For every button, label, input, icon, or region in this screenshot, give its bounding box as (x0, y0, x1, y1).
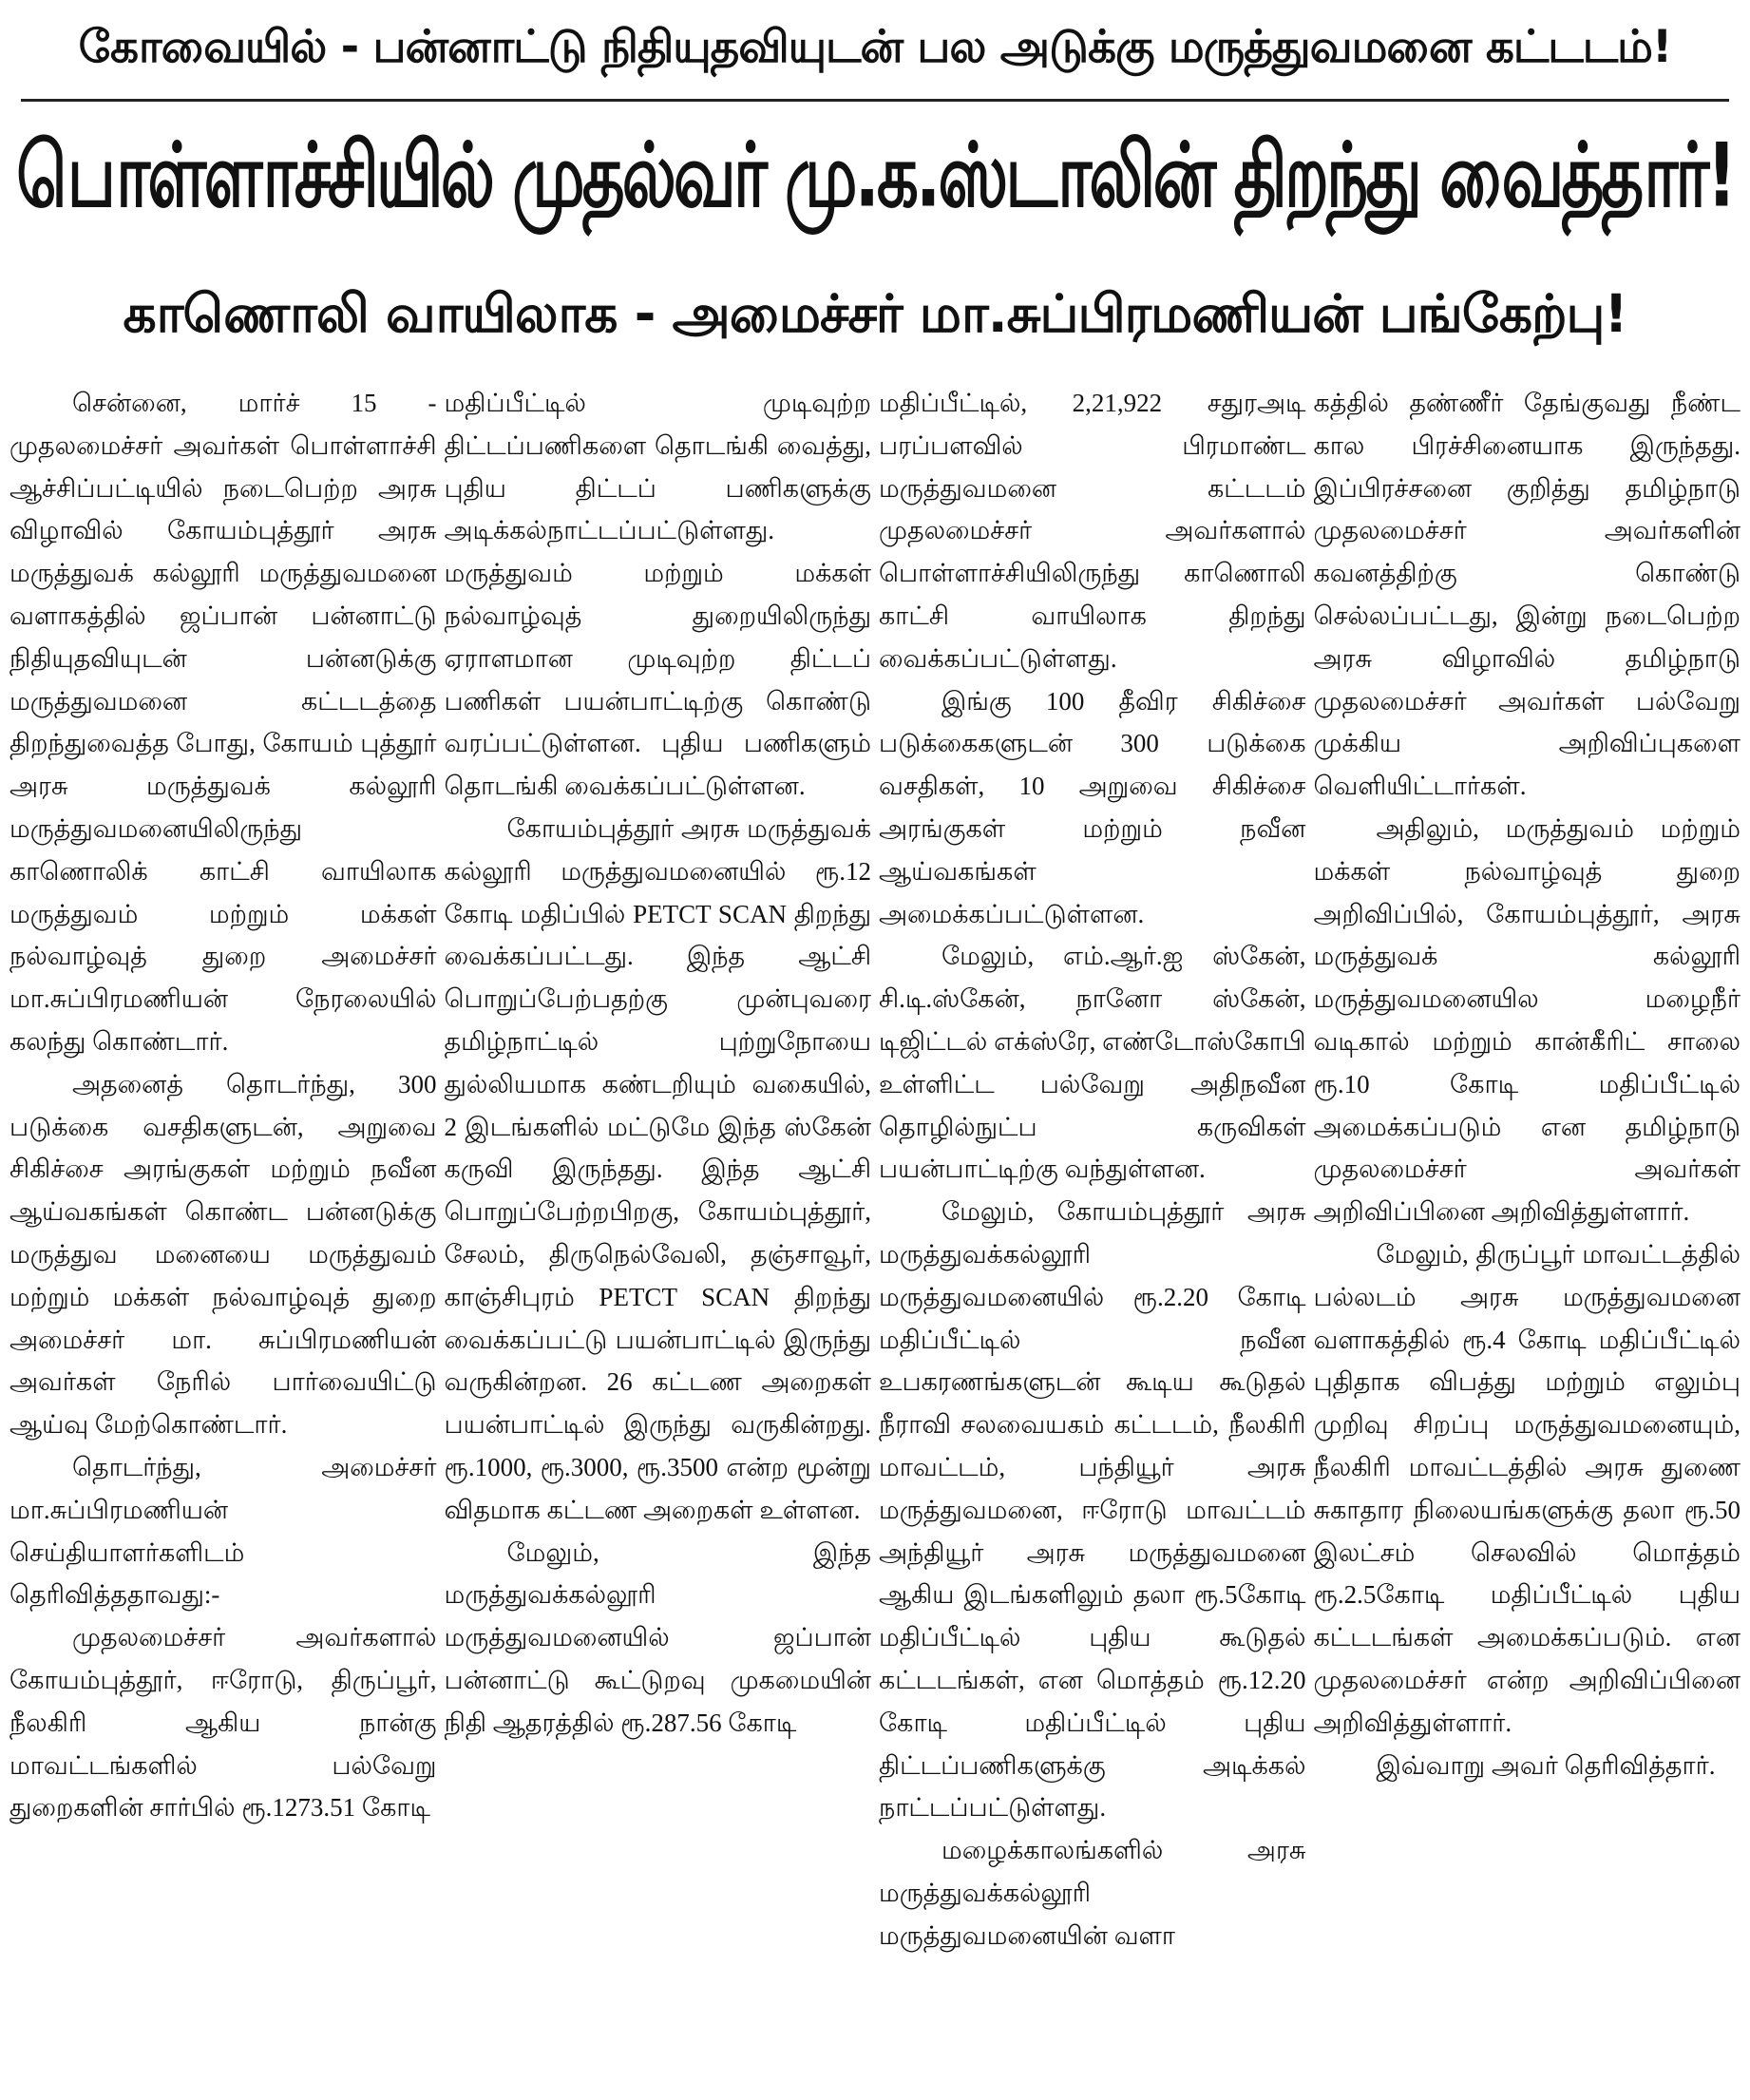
main-headline: பொள்ளாச்சியில் முதல்வர் மு.க.ஸ்டாலின் திறந்து வைத்தார்! (16, 124, 1734, 227)
paragraph: இங்கு 100 தீவிர சிகிச்சை படுக்கைகளுடன் 300 படுக்கை வசதிகள், 10 அறுவை சிகிச்சை அரங்குகள் மற்றும் நவீன ஆய்வகங்கள் அமைக்கப்பட்டுள்ளன. (879, 686, 1306, 928)
paragraph: மேலும், எம்.ஆர்.ஐ ஸ்கேன், சி.டி.ஸ்கேன், நானோ ஸ்கேன், டிஜிட்டல் எக்ஸ்ரே, எண்டோஸ்கோபி உள்ளிட்ட பல்வேறு அதிநவீன தொழில்நுட்ப கருவிகள் பயன்பாட்டிற்கு வந்துள்ளன. (879, 942, 1306, 1184)
paragraph: சென்னை, மார்ச் 15 - முதலமைச்சர் அவர்கள் பொள்ளாச்சி ஆச்சிப்பட்டியில் நடைபெற்ற அரசு விழாவில் கோயம்புத்தூர் அரசு மருத்துவக் கல்லூரி மருத்துவமனை வளாகத்தில் ஜப்பான் பன்னாட்டு நிதியுதவியுடன் பன்னடுக்கு மருத்துவமனை கட்டடத்தை திறந்துவைத்த போது, கோயம் புத்தூர் அரசு மருத்துவக் கல்லூரி மருத்துவமனையிலிருந்து காணொலிக் காட்சி வாயிலாக மருத்துவம் மற்றும் மக்கள் நல்வாழ்வுத் துறை அமைச்சர் மா.சுப்பிரமணியன் நேரலையில் கலந்து கொண்டார். (10, 389, 437, 1056)
paragraph: மதிப்பீட்டில் முடிவுற்ற திட்டப்பணிகளை தொடங்கி வைத்து, புதிய திட்டப் பணிகளுக்கு அடிக்கல்நாட்டப்பட்டுள்ளது. மருத்துவம் மற்றும் மக்கள் நல்வாழ்வுத் துறையிலிருந்து ஏராளமான முடிவுற்ற திட்டப் பணிகள் பயன்பாட்டிற்கு கொண்டு வரப்பட்டுள்ளன. புதிய பணிகளும் தொடங்கி வைக்கப்பட்டுள்ளன. (444, 389, 871, 801)
paragraph: மேலும், கோயம்புத்தூர் அரசு மருத்துவக்கல்லூரி மருத்துவமனையில் ரூ.2.20 கோடி மதிப்பீட்டில் நவீன உபகரணங்களுடன் கூடிய கூடுதல் நீராவி சலவையகம் கட்டடம், நீலகிரி மாவட்டம், பந்தியூர் அரசு மருத்துவமனை, ஈரோடு மாவட்டம் அந்தியூர் அரசு மருத்துவமனை ஆகிய இடங்களிலும் தலா ரூ.5கோடி மதிப்பீட்டில் புதிய கூடுதல் கட்டடங்கள், என மொத்தம் ரூ.12.20 கோடி மதிப்பீட்டில் புதிய திட்டப்பணிகளுக்கு அடிக்கல் நாட்டப்பட்டுள்ளது. (879, 1197, 1306, 1823)
sub-headline: காணொலி வாயிலாக - அமைச்சர் மா.சுப்பிரமணியன் பங்கேற்பு! (123, 283, 1627, 344)
paragraph: கத்தில் தண்ணீர் தேங்குவது நீண்ட கால பிரச்சினையாக இருந்தது. இப்பிரச்சனை குறித்து தமிழ்நாடு முதலமைச்சர் அவர்களின் கவனத்திற்கு கொண்டு செல்லப்பட்டது, இன்று நடைபெற்ற அரசு விழாவில் தமிழ்நாடு முதலமைச்சர் அவர்கள் பல்வேறு முக்கிய அறிவிப்புகளை வெளியிட்டார்கள். (1313, 389, 1740, 801)
column-4 (1314, 382, 1741, 2087)
column-1 (10, 382, 437, 2087)
paragraph: மேலும், இந்த மருத்துவக்கல்லூரி மருத்துவமனையில் ஜப்பான் பன்னாட்டு கூட்டுறவு முகமையின் நிதி ஆதரத்தில் ரூ.287.56 கோடி (444, 1537, 871, 1737)
paragraph: இவ்வாறு அவர் தெரிவித்தார். (1376, 1750, 1716, 1780)
paragraph: முதலமைச்சர் அவர்களால் கோயம்புத்தூர், ஈரோடு, திருப்பூர், நீலகிரி ஆகிய நான்கு மாவட்டங்களில் பல்வேறு துறைகளின் சார்பில் ரூ.1273.51 கோடி (10, 1623, 437, 1823)
kicker-headline: கோவையில் - பன்னாட்டு நிதியுதவியுடன் பல அடுக்கு மருத்துவமனை கட்டடம்! (78, 20, 1672, 73)
paragraph: அதனைத் தொடர்ந்து, 300 படுக்கை வசதிகளுடன், அறுவை சிகிச்சை அரங்குகள் மற்றும் நவீன ஆய்வகங்கள் கொண்ட பன்னடுக்கு மருத்துவ மனையை மருத்துவம் மற்றும் மக்கள் நல்வாழ்வுத் துறை அமைச்சர் மா. சுப்பிரமணியன் அவர்கள் நேரில் பார்வையிட்டு ஆய்வு மேற்கொண்டார். (10, 1069, 437, 1440)
paragraph: மழைக்காலங்களில் அரசு மருத்துவக்கல்லூரி மருத்துவமனையின் வளா (879, 1836, 1306, 1950)
paragraph: தொடர்ந்து, அமைச்சர் மா.சுப்பிரமணியன் செய்தியாளர்களிடம் தெரிவித்ததாவது:- (10, 1452, 437, 1610)
column-3 (879, 382, 1306, 2087)
column-2 (445, 382, 872, 2087)
paragraph: கோயம்புத்தூர் அரசு மருத்துவக் கல்லூரி மருத்துவமனையில் ரூ.12 கோடி மதிப்பில் PETCT SCAN திறந்து வைக்கப்பட்டது. இந்த ஆட்சி பொறுப்பேற்பதற்கு முன்புவரை தமிழ்நாட்டில் புற்றுநோயை துல்லியமாக கண்டறியும் வகையில், 2 இடங்களில் மட்டுமே இந்த ஸ்கேன் கருவி இருந்தது. இந்த ஆட்சி பொறுப்பேற்றபிறகு, கோயம்புத்தூர், சேலம், திருநெல்வேலி, தஞ்சாவூர், காஞ்சிபுரம் PETCT SCAN திறந்து வைக்கப்பட்டு பயன்பாட்டில் இருந்து வருகின்றன. 26 கட்டண அறைகள் பயன்பாட்டில் இருந்து வருகின்றது. ரூ.1000, ரூ.3000, ரூ.3500 என்ற மூன்று விதமாக கட்டண அறைகள் உள்ளன. (444, 813, 871, 1524)
article-body (10, 382, 1740, 2087)
paragraph: மதிப்பீட்டில், 2,21,922 சதுரஅடி பரப்பளவில் பிரமாண்ட மருத்துவமனை கட்டடம் முதலமைச்சர் அவர்களால் பொள்ளாச்சியிலிருந்து காணொலி காட்சி வாயிலாக திறந்து வைக்கப்பட்டுள்ளது. (879, 389, 1306, 673)
paragraph: மேலும், திருப்பூர் மாவட்டத்தில் பல்லடம் அரசு மருத்துவமனை வளாகத்தில் ரூ.4 கோடி மதிப்பீட்டில் புதிதாக விபத்து மற்றும் எலும்பு முறிவு சிறப்பு மருத்துவமனையும், நீலகிரி மாவட்டத்தில் அரசு துணை சுகாதார நிலையங்களுக்கு தலா ரூ.50 இலட்சம் செலவில் மொத்தம் ரூ.2.5கோடி மதிப்பீட்டில் புதிய கட்டடங்கள் அமைக்கப்படும். என முதலமைச்சர் என்ற அறிவிப்பினை அறிவித்துள்ளார். (1313, 1239, 1740, 1737)
paragraph: அதிலும், மருத்துவம் மற்றும் மக்கள் நல்வாழ்வுத் துறை அறிவிப்பில், கோயம்புத்தூர், அரசு மருத்துவக் கல்லூரி மருத்துவமனையில மழைநீர் வடிகால் மற்றும் கான்கீரிட் சாலை ரூ.10 கோடி மதிப்பீட்டில் அமைக்கப்படும் என தமிழ்நாடு முதலமைச்சர் அவர்கள் அறிவிப்பினை அறிவித்துள்ளார். (1313, 813, 1740, 1227)
